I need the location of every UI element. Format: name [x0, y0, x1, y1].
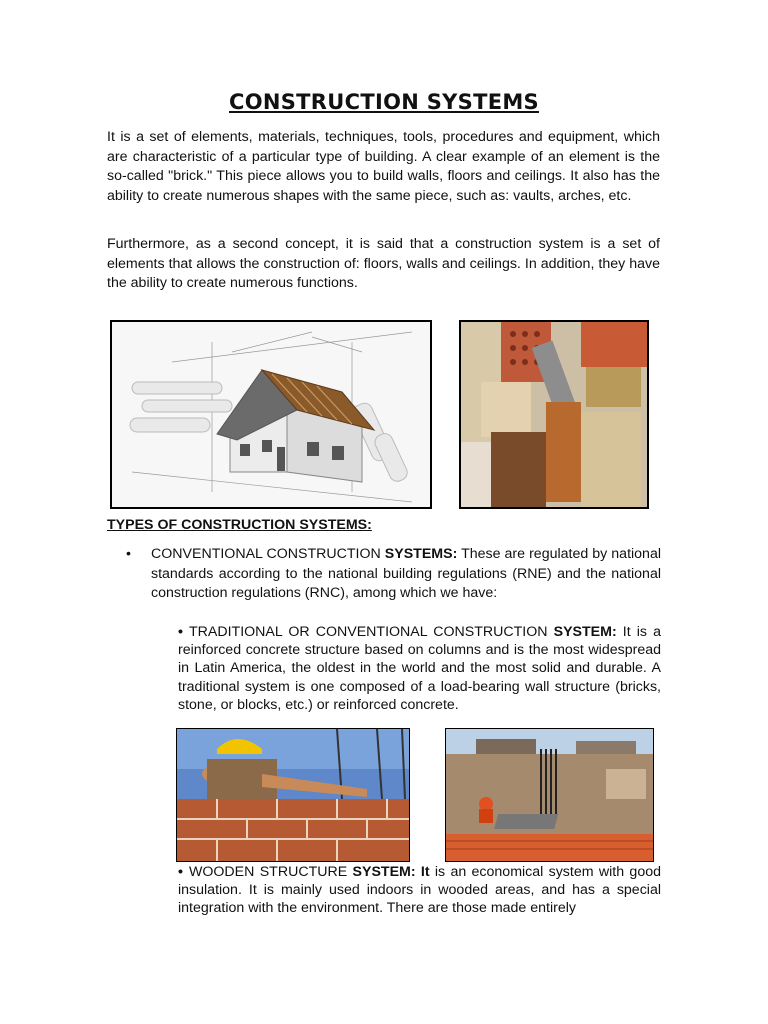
- bullet-marker: •: [178, 864, 183, 880]
- bullet-marker: •: [178, 624, 183, 640]
- construction-site-photo: [445, 728, 654, 862]
- bullet-lead: WOODEN STRUCTURE: [188, 864, 353, 880]
- bullet-marker: •: [126, 546, 131, 562]
- types-heading: TYPES OF CONSTRUCTION SYSTEMS:: [107, 517, 372, 533]
- intro-paragraph: It is a set of elements, materials, techniques, tools, procedures and equipment, which are characteristic of a particular type of building. A clear example of an element is the so-called "brick." This piece allows you to build walls, floors and ceilings. It also has the ability to create numerous shapes with the same piece, such as: vaults, arches, etc.: [107, 129, 660, 204]
- bullet-text: is an economical system with good insulation. It is mainly used indoors in wooded areas, and has a special integration with the environment. There are those made entirely: [178, 864, 661, 917]
- page-title: CONSTRUCTION SYSTEMS: [229, 90, 539, 114]
- house-blueprint-image: [110, 320, 432, 509]
- bullet-bold: SYSTEM: It: [352, 864, 430, 880]
- bullet-text: It is a reinforced concrete structure based on columns and is the most widespread in Latin America, the oldest in the world and the most solid and durable. A traditional system is one composed of a load-bearing wall structure (bricks, stone, or blocks, etc.) or reinforced concrete.: [178, 624, 661, 713]
- bullet-lead: TRADITIONAL OR CONVENTIONAL CONSTRUCTION: [188, 624, 554, 640]
- bullet-bold: SYSTEM:: [553, 624, 617, 640]
- construction-materials-image: [459, 320, 649, 509]
- bullet-wooden-structure: [178, 863, 661, 918]
- second-paragraph: Furthermore, as a second concept, it is said that a construction system is a set of elements that allows the construction of: floors, walls and ceilings. In addition, they have the ability to create numerous functions.: [107, 236, 660, 292]
- bullet-conventional-systems: [151, 545, 661, 604]
- bullet-traditional-system: [178, 623, 661, 714]
- bricklayer-photo: [176, 728, 410, 862]
- bullet-lead: CONVENTIONAL CONSTRUCTION: [151, 546, 385, 562]
- bullet-bold: SYSTEMS:: [384, 546, 458, 562]
- bullet-text: These are regulated by national standards according to the national building regulations (RNE) and the national construction regulations (RNC), among which we have:: [151, 546, 661, 602]
